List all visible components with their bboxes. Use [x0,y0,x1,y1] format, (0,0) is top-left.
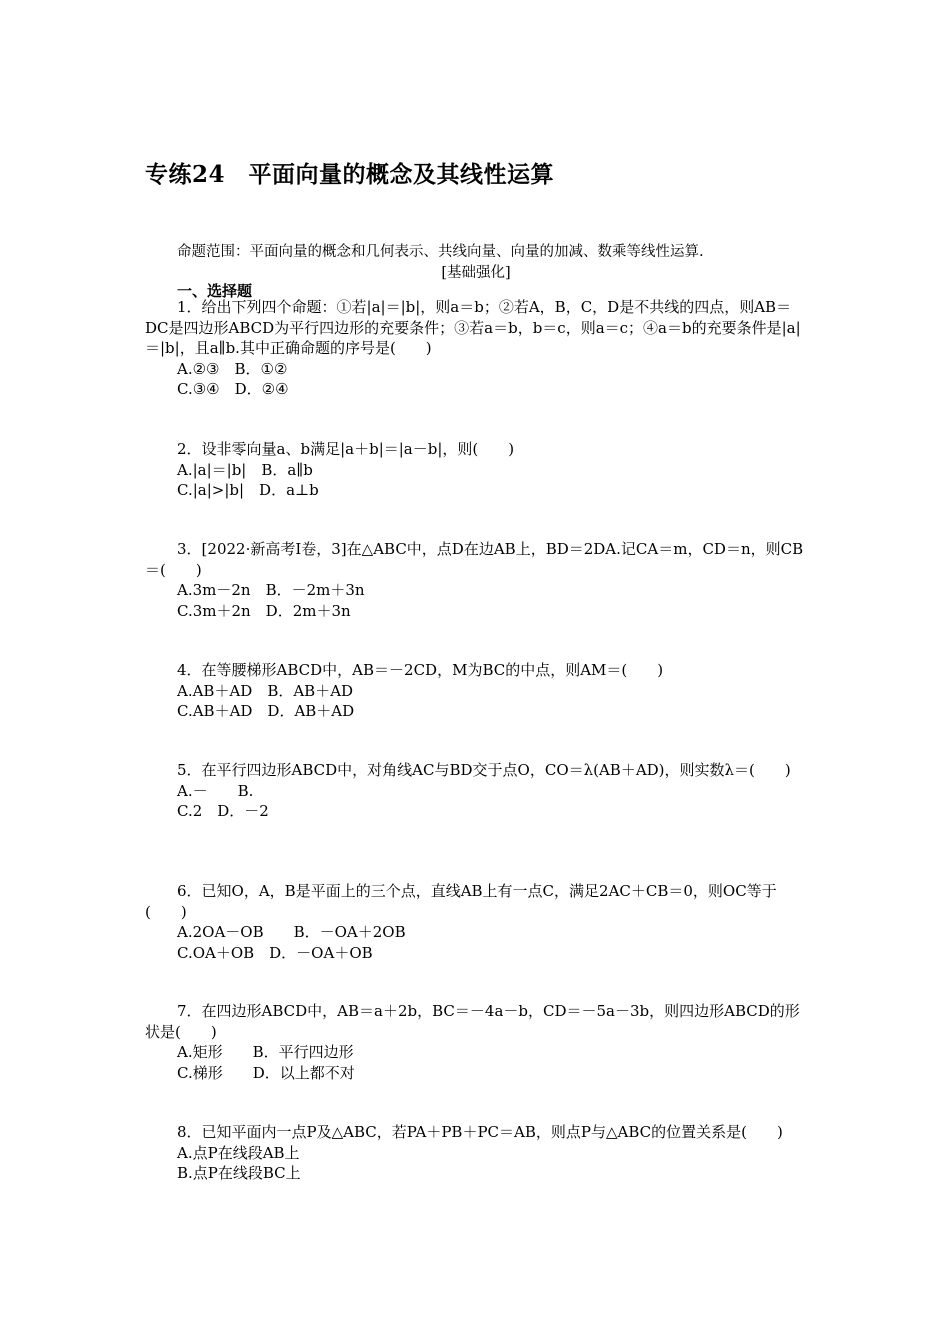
question-stem: 5．在平行四边形ABCD中，对角线AC与BD交于点O，CO＝λ(AB＋AD)，则实数λ＝( ) [177,761,791,779]
options-row: A.－ B. [177,781,254,800]
options-row: A.3m－2n B．－2m＋3n [177,581,365,599]
options-row: C.2 D．－2 [177,802,269,820]
options-row: A.2OA－OB B．－OA＋2OB [177,923,406,941]
section-heading: 一、选择题 [177,282,253,300]
question-stem: 4．在等腰梯形ABCD中，AB＝－2CD，M为BC的中点，则AM＝( ) [177,661,664,679]
question-stem: 2．设非零向量a、b满足|a＋b|＝|a－b|，则( ) [177,440,515,458]
question-1 [145,297,807,400]
question-8 [145,1122,807,1184]
scope-text: 命题范围：平面向量的概念和几何表示、共线向量、向量的加减、数乘等线性运算. [177,244,704,260]
options-row: C.AB＋AD D．AB＋AD [177,702,355,720]
options-row: B.点P在线段BC上 [177,1164,301,1182]
section-tag: [基础强化] [441,265,511,281]
question-6 [145,881,807,963]
question-2 [145,439,807,501]
options-row: C.梯形 D．以上都不对 [177,1063,355,1082]
question-3 [145,539,807,621]
options-row: A.点P在线段AB上 [177,1143,300,1162]
page-title: 专练24 平面向量的概念及其线性运算 [145,161,555,188]
question-7 [145,1001,807,1083]
question-4 [145,660,807,722]
question-5 [145,760,807,822]
options-row: A.②③ B．①② [177,359,288,378]
question-stem: 7．在四边形ABCD中，AB＝a＋2b，BC＝－4a－b，CD＝－5a－3b，则四边形ABCD的形状是( ) [145,1002,800,1041]
options-row: C.|a|>|b| D．a⊥b [177,481,319,499]
question-stem: 3．[2022·新高考Ⅰ卷，3]在△ABC中，点D在边AB上，BD＝2DA.记CA＝m，CD＝n，则CB＝( ) [145,540,804,579]
question-stem: 8．已知平面内一点P及△ABC，若PA＋PB＋PC＝AB，则点P与△ABC的位置关系是( ) [177,1123,783,1141]
options-row: A.AB＋AD B．AB＋AD [177,681,354,700]
options-row: C.③④ D．②④ [177,380,289,398]
question-stem: 6．已知O，A，B是平面上的三个点，直线AB上有一点C，满足2AC＋CB＝0，则OC等于( ) [145,882,777,921]
options-row: A.矩形 B．平行四边形 [177,1043,354,1061]
options-row: C.OA＋OB D．－OA＋OB [177,943,373,962]
options-row: A.|a|＝|b| B．a∥b [177,460,313,479]
options-row: C.3m＋2n D．2m＋3n [177,601,351,620]
question-stem: 1．给出下列四个命题：①若|a|＝|b|，则a＝b；②若A，B，C，D是不共线的四点，则AB＝DC是四边形ABCD为平行四边形的充要条件；③若a＝b，b＝c，则a＝c；④a＝b的充要条件是|a|＝|b|，且a∥b.其中正确命题的序号是( ) [145,298,801,357]
